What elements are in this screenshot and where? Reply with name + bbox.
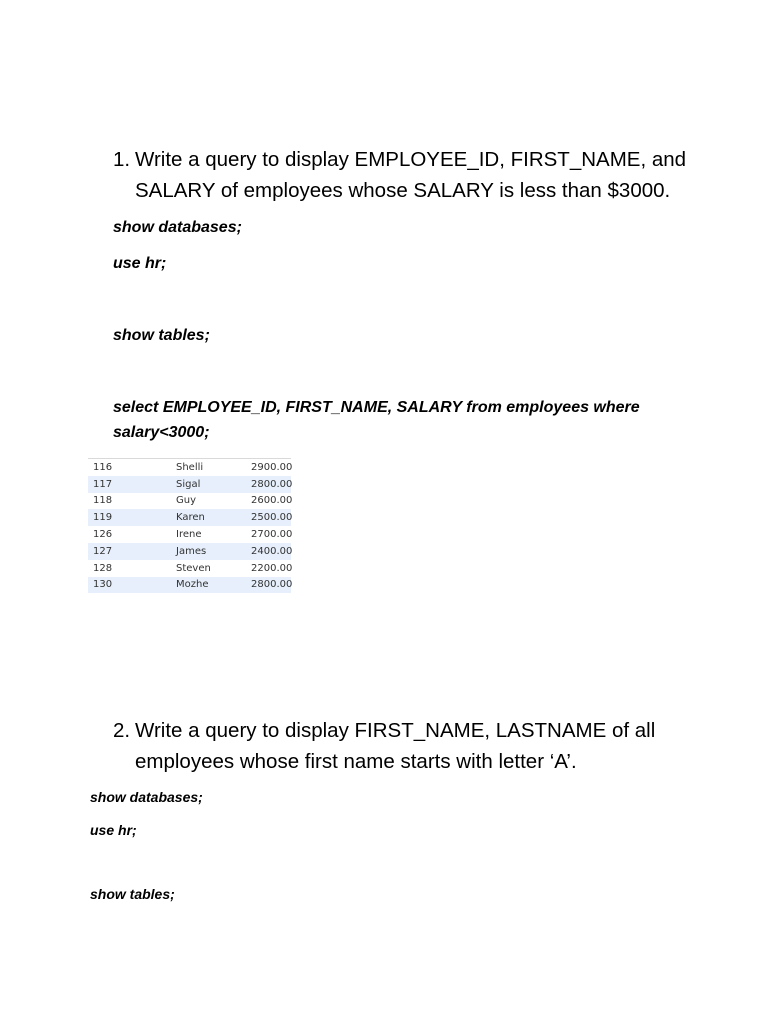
table-row	[88, 476, 291, 493]
first-name-cell: Shelli	[176, 461, 204, 473]
first-name-cell: Sigal	[171, 476, 246, 493]
salary-cell: 2800.00	[246, 476, 291, 493]
q2-show-databases: show databases;	[90, 789, 203, 805]
first-name-cell: Irene	[176, 529, 202, 541]
question-2-line-1: Write a query to display FIRST_NAME, LASTNAME of all	[135, 719, 656, 742]
table-row	[88, 577, 291, 594]
result-table-body	[88, 459, 291, 593]
employee-id-cell: 128	[93, 562, 113, 574]
table-row	[88, 459, 291, 476]
salary-cell: 2200.00	[251, 562, 293, 574]
table-row	[88, 560, 291, 577]
employee-id-cell: 119	[88, 509, 171, 526]
q1-use-hr: use hr;	[113, 255, 167, 272]
table-row	[88, 543, 291, 560]
employee-id-cell: 116	[93, 461, 113, 473]
q1-show-databases: show databases;	[113, 219, 242, 236]
question-2-number: 2.	[113, 719, 131, 742]
question-2-line-2: employees whose first name starts with letter ‘A’.	[135, 750, 577, 773]
table-row	[88, 526, 291, 543]
first-name-cell: James	[171, 543, 246, 560]
employee-id-cell: 126	[93, 529, 113, 541]
q1-show-tables: show tables;	[113, 327, 210, 344]
employee-id-cell: 127	[88, 543, 171, 560]
first-name-cell: Mozhe	[171, 577, 246, 594]
question-1	[113, 144, 686, 206]
salary-cell: 2900.00	[251, 461, 293, 473]
table-row	[88, 493, 291, 510]
table-row	[88, 509, 291, 526]
employee-id-cell: 130	[88, 577, 171, 594]
first-name-cell: Steven	[176, 562, 211, 574]
query-result-grid	[88, 458, 291, 593]
salary-cell: 2400.00	[246, 543, 291, 560]
question-1-line-2: SALARY of employees whose SALARY is less than $3000.	[135, 179, 671, 202]
salary-cell: 2600.00	[251, 495, 293, 507]
salary-cell: 2500.00	[246, 509, 291, 526]
q2-use-hr: use hr;	[90, 822, 137, 838]
q1-select-line-2: salary<3000;	[113, 424, 210, 441]
question-1-number: 1.	[113, 148, 131, 171]
q2-show-tables: show tables;	[90, 886, 175, 902]
salary-cell: 2800.00	[246, 577, 291, 594]
employee-id-cell: 117	[88, 476, 171, 493]
q1-select-line-1: select EMPLOYEE_ID, FIRST_NAME, SALARY from employees where	[113, 399, 640, 416]
first-name-cell: Guy	[176, 495, 197, 507]
first-name-cell: Karen	[171, 509, 246, 526]
question-1-line-1: Write a query to display EMPLOYEE_ID, FIRST_NAME, and	[135, 148, 687, 171]
salary-cell: 2700.00	[251, 529, 293, 541]
employee-id-cell: 118	[93, 495, 113, 507]
question-2	[113, 715, 655, 777]
